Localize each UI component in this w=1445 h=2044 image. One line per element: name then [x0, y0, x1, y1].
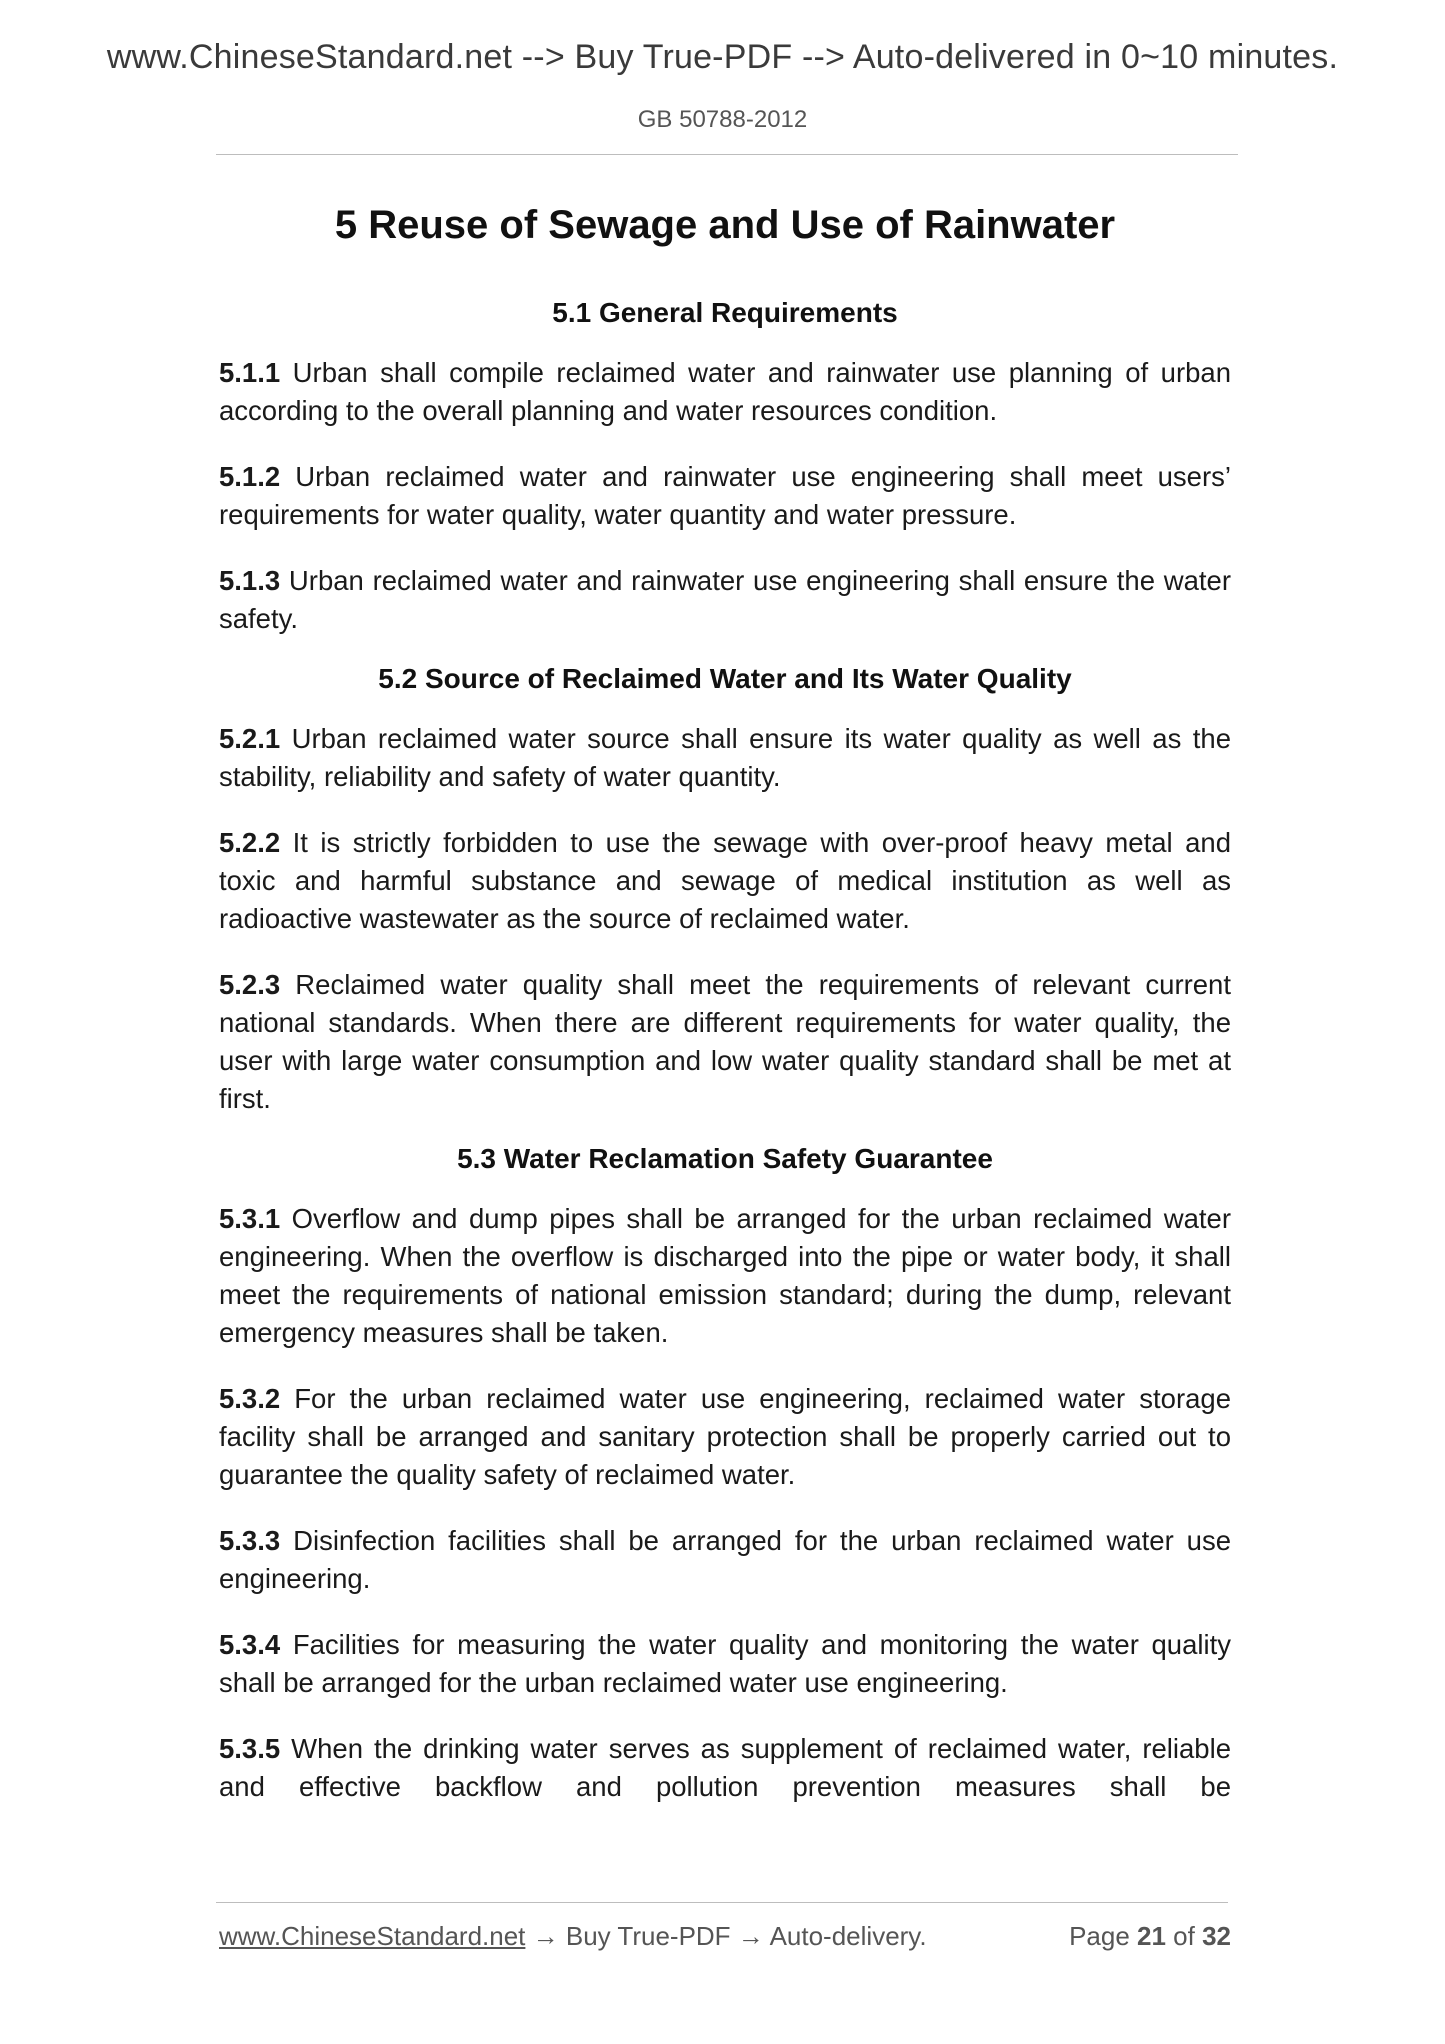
footer-divider — [216, 1902, 1228, 1903]
clause-5-3-3 — [219, 1522, 1231, 1598]
header-divider — [216, 154, 1238, 155]
section-5-3 — [219, 1140, 1231, 1806]
page-content — [219, 196, 1231, 1834]
section-5-2 — [219, 660, 1231, 1118]
clause-number: 5.2.1 — [219, 723, 281, 754]
clause-text: It is strictly forbidden to use the sewage with over-proof heavy metal and toxic and harmful substance and sewage of medical institution as well as radioactive wastewater as the source of reclaimed water. — [219, 827, 1231, 934]
section-heading: 5.1 General Requirements — [552, 297, 898, 328]
section-heading: 5.3 Water Reclamation Safety Guarantee — [457, 1143, 993, 1174]
clause-5-2-1 — [219, 720, 1231, 796]
clause-text: Overflow and dump pipes shall be arranged for the urban reclaimed water engineering. When the overflow is discharged into the pipe or water body, it shall meet the requirements of national emission standard; during the dump, relevant emergency measures shall be taken. — [219, 1203, 1231, 1348]
clause-5-3-1 — [219, 1200, 1231, 1352]
clause-5-1-2 — [219, 458, 1231, 534]
document-id: GB 50788-2012 — [637, 106, 808, 133]
clause-text: For the urban reclaimed water use engineering, reclaimed water storage facility shall be arranged and sanitary protection shall be properly carried out to guarantee the quality safety of reclaimed water. — [219, 1383, 1231, 1490]
clause-number: 5.1.3 — [219, 565, 281, 596]
site-banner: www.ChineseStandard.net --> Buy True-PDF --> Auto-delivered in 0~10 minutes. — [106, 38, 1339, 76]
clause-number: 5.2.2 — [219, 827, 281, 858]
clause-5-1-3 — [219, 562, 1231, 638]
clause-text: Urban reclaimed water and rainwater use engineering shall meet users’ requirements for water quality, water quantity and water pressure. — [219, 461, 1231, 530]
clause-text: Facilities for measuring the water quality and monitoring the water quality shall be arranged for the urban reclaimed water use engineering. — [219, 1629, 1231, 1698]
clause-text: Urban reclaimed water source shall ensure its water quality as well as the stability, reliability and safety of water quantity. — [219, 723, 1231, 792]
chapter-title: 5 Reuse of Sewage and Use of Rainwater — [334, 203, 1116, 247]
page-counter — [1069, 1918, 1231, 1954]
clause-5-3-2 — [219, 1380, 1231, 1494]
section-heading: 5.2 Source of Reclaimed Water and Its Water Quality — [378, 663, 1072, 694]
clause-number: 5.3.2 — [219, 1383, 281, 1414]
page-number: 21 — [1137, 1921, 1166, 1951]
clause-5-3-4 — [219, 1626, 1231, 1702]
clause-number: 5.2.3 — [219, 969, 281, 1000]
section-5-1 — [219, 294, 1231, 638]
footer-promo — [219, 1918, 927, 1954]
clause-text: Reclaimed water quality shall meet the requirements of relevant current national standards. When there are different requirements for water quality, the user with large water consumption and low water quality standard shall be met at first. — [219, 969, 1231, 1114]
clause-text: Urban shall compile reclaimed water and rainwater use planning of urban according to the overall planning and water resources condition. — [219, 357, 1231, 426]
page-of-label: of — [1165, 1921, 1203, 1951]
clause-number: 5.3.3 — [219, 1525, 281, 1556]
clause-text: Disinfection facilities shall be arranged for the urban reclaimed water use engineering. — [219, 1525, 1231, 1594]
clause-number: 5.1.1 — [219, 357, 281, 388]
clause-5-3-5 — [219, 1730, 1231, 1806]
page-total: 32 — [1202, 1921, 1231, 1951]
page-label: Page — [1069, 1921, 1138, 1951]
footer-promo-text: → Buy True-PDF → Auto-delivery. — [525, 1921, 927, 1951]
clause-5-2-2 — [219, 824, 1231, 938]
clause-number: 5.3.1 — [219, 1203, 281, 1234]
clause-5-1-1 — [219, 354, 1231, 430]
clause-text: When the drinking water serves as supplement of reclaimed water, reliable and effective backflow and pollution prevention measures shall be — [219, 1733, 1231, 1802]
clause-number: 5.3.5 — [219, 1733, 281, 1764]
clause-number: 5.3.4 — [219, 1629, 281, 1660]
footer-site-link[interactable]: www.ChineseStandard.net — [219, 1921, 526, 1951]
clause-text: Urban reclaimed water and rainwater use engineering shall ensure the water safety. — [219, 565, 1231, 634]
clause-number: 5.1.2 — [219, 461, 281, 492]
clause-5-2-3 — [219, 966, 1231, 1118]
